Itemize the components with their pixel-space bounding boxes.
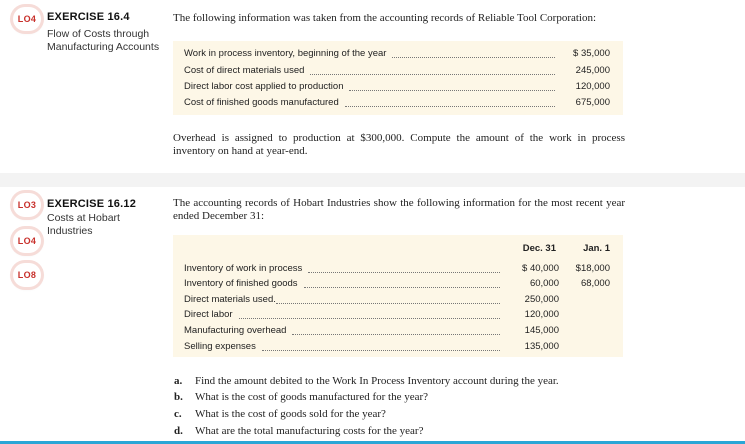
leader-dots xyxy=(392,56,555,58)
table-row xyxy=(184,46,559,61)
table-row xyxy=(184,339,504,354)
row-value-dec: 145,000 xyxy=(524,325,559,336)
table-row xyxy=(184,261,504,276)
leader-dots xyxy=(239,317,500,319)
table-row xyxy=(184,323,504,338)
question-text: What is the cost of goods manufactured for the year? xyxy=(195,391,429,403)
row-label: Manufacturing overhead xyxy=(184,325,287,336)
row-value-dec: 250,000 xyxy=(524,294,559,305)
row-value: $ 35,000 xyxy=(573,48,610,59)
column-header-jan: Jan. 1 xyxy=(583,243,610,254)
leader-dots xyxy=(292,333,500,335)
exercise-title: EXERCISE 16.12 xyxy=(47,198,137,210)
exercise-subtitle: Flow of Costs through Manufacturing Accounts xyxy=(47,28,160,53)
exercise-question: Overhead is assigned to production at $300,000. Compute the amount of the work in process inventory on hand at year-end. xyxy=(173,132,625,157)
exercise-intro: The accounting records of Hobart Industries show the following information for the most recent year ended December 31: xyxy=(173,197,625,222)
table-row xyxy=(184,79,559,94)
leader-dots xyxy=(310,73,555,75)
leader-dots xyxy=(304,286,500,288)
question-text: What are the total manufacturing costs for the year? xyxy=(195,425,424,437)
row-label: Selling expenses xyxy=(184,341,256,352)
table-row xyxy=(184,95,559,110)
column-header-dec: Dec. 31 xyxy=(522,243,556,254)
question-letter: a. xyxy=(174,375,183,387)
question-letter: d. xyxy=(174,425,183,437)
row-value-dec: 135,000 xyxy=(524,341,559,352)
leader-dots xyxy=(345,105,555,107)
leader-dots xyxy=(276,302,500,304)
exercise-subtitle: Costs at Hobart Industries xyxy=(47,212,120,237)
row-value-jan: 68,000 xyxy=(580,278,610,289)
row-value-dec: 60,000 xyxy=(529,278,559,289)
row-value-dec: 120,000 xyxy=(524,309,559,320)
row-label: Cost of finished goods manufactured xyxy=(184,97,339,108)
learning-objective-badge: LO4 xyxy=(13,229,41,253)
row-label: Direct labor xyxy=(184,309,233,320)
exercise-title: EXERCISE 16.4 xyxy=(47,11,130,23)
leader-dots xyxy=(308,271,500,273)
question-letter: b. xyxy=(174,391,183,403)
row-label: Inventory of work in process xyxy=(184,263,303,274)
table-row xyxy=(184,307,504,322)
question-text: Find the amount debited to the Work In Process Inventory account during the year. xyxy=(195,375,559,387)
leader-dots xyxy=(262,349,500,351)
learning-objective-badge: LO4 xyxy=(13,7,41,31)
row-label: Inventory of finished goods xyxy=(184,278,298,289)
row-label: Direct materials used. xyxy=(184,294,276,305)
table-row xyxy=(184,63,559,78)
table-row xyxy=(184,292,504,307)
row-value: 245,000 xyxy=(575,65,610,76)
row-value-dec: $ 40,000 xyxy=(522,263,559,274)
learning-objective-badge: LO3 xyxy=(13,193,41,217)
row-label: Cost of direct materials used xyxy=(184,65,305,76)
table-row xyxy=(184,276,504,291)
row-label: Direct labor cost applied to production xyxy=(184,81,344,92)
learning-objective-badge: LO8 xyxy=(13,263,41,287)
row-value-jan: $18,000 xyxy=(575,263,610,274)
row-value: 675,000 xyxy=(575,97,610,108)
row-label: Work in process inventory, beginning of the year xyxy=(184,48,387,59)
question-letter: c. xyxy=(174,408,182,420)
row-value: 120,000 xyxy=(575,81,610,92)
exercise-intro: The following information was taken from the accounting records of Reliable Tool Corporation: xyxy=(173,12,597,24)
section-divider xyxy=(0,173,745,187)
leader-dots xyxy=(349,89,555,91)
question-text: What is the cost of goods sold for the year? xyxy=(195,408,386,420)
